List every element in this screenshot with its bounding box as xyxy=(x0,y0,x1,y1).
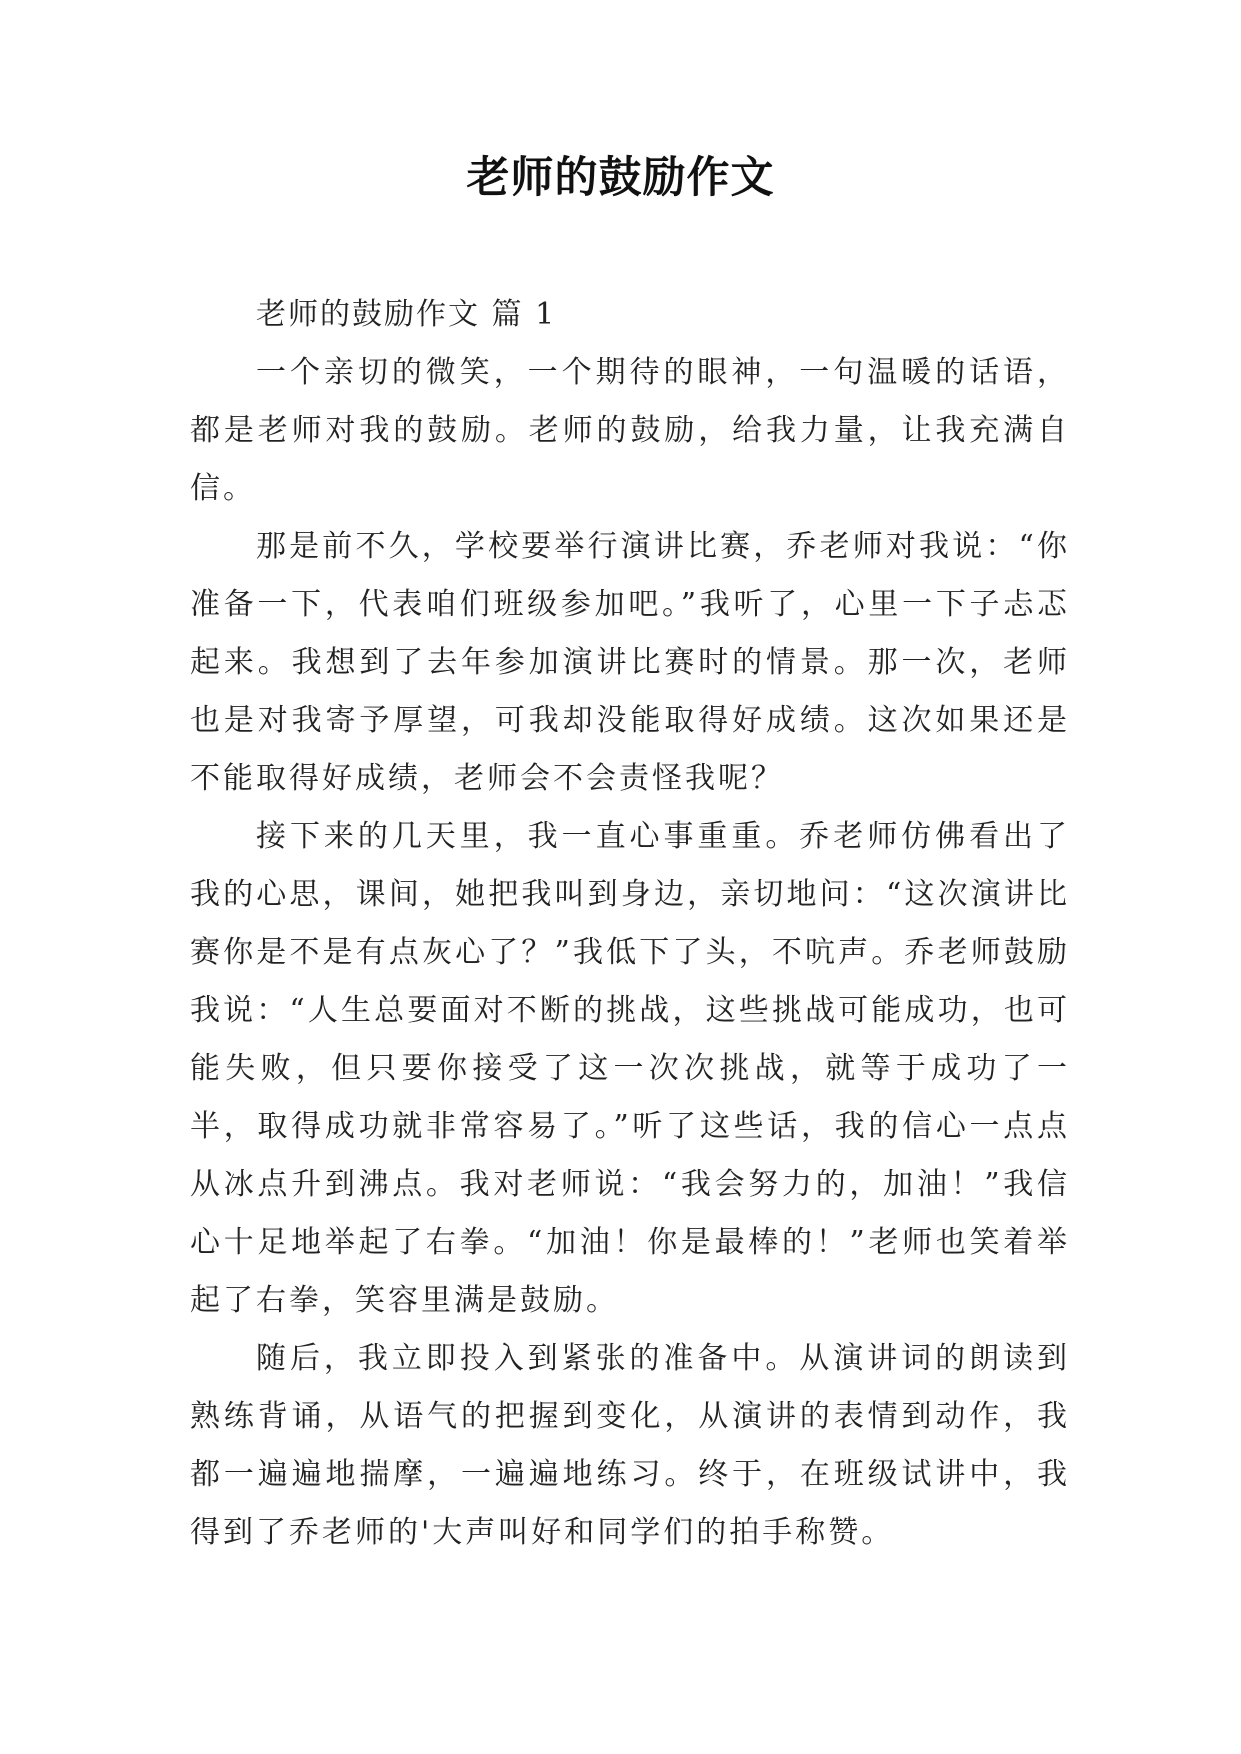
paragraph: 接下来的几天里，我一直心事重重。乔老师仿佛看出了我的心思，课间，她把我叫到身边，亲切地问：“这次演讲比赛你是不是有点灰心了？”我低下了头，不吭声。乔老师鼓励我说：“人生总要面对不断的挑战，这些挑战可能成功，也可能失败，但只要你接受了这一次次挑战，就等于成功了一半，取得成功就非常容易了。”听了这些话，我的信心一点点从冰点升到沸点。我对老师说：“我会努力的，加油！”我信心十足地举起了右拳。“加油！你是最棒的！”老师也笑着举起了右拳，笑容里满是鼓励。 xyxy=(190,819,1070,1318)
paragraph: 那是前不久，学校要举行演讲比赛，乔老师对我说：“你准备一下，代表咱们班级参加吧。”我听了，心里一下子忐忑起来。我想到了去年参加演讲比赛时的情景。那一次，老师也是对我寄予厚望，可我却没能取得好成绩。这次如果还是不能取得好成绩，老师会不会责怪我呢？ xyxy=(190,529,1070,796)
paragraph: 随后，我立即投入到紧张的准备中。从演讲词的朗读到熟练背诵，从语气的把握到变化，从演讲的表情到动作，我都一遍遍地揣摩，一遍遍地练习。终于，在班级试讲中，我得到了乔老师的'大声叫好和同学们的拍手称赞。 xyxy=(190,1341,1070,1550)
article-body xyxy=(190,286,1070,1562)
paragraph: 一个亲切的微笑，一个期待的眼神，一句温暖的话语，都是老师对我的鼓励。老师的鼓励，给我力量，让我充满自信。 xyxy=(190,355,1070,506)
section-heading: 老师的鼓励作文 篇 1 xyxy=(256,297,557,332)
page-title: 老师的鼓励作文 xyxy=(466,153,775,203)
